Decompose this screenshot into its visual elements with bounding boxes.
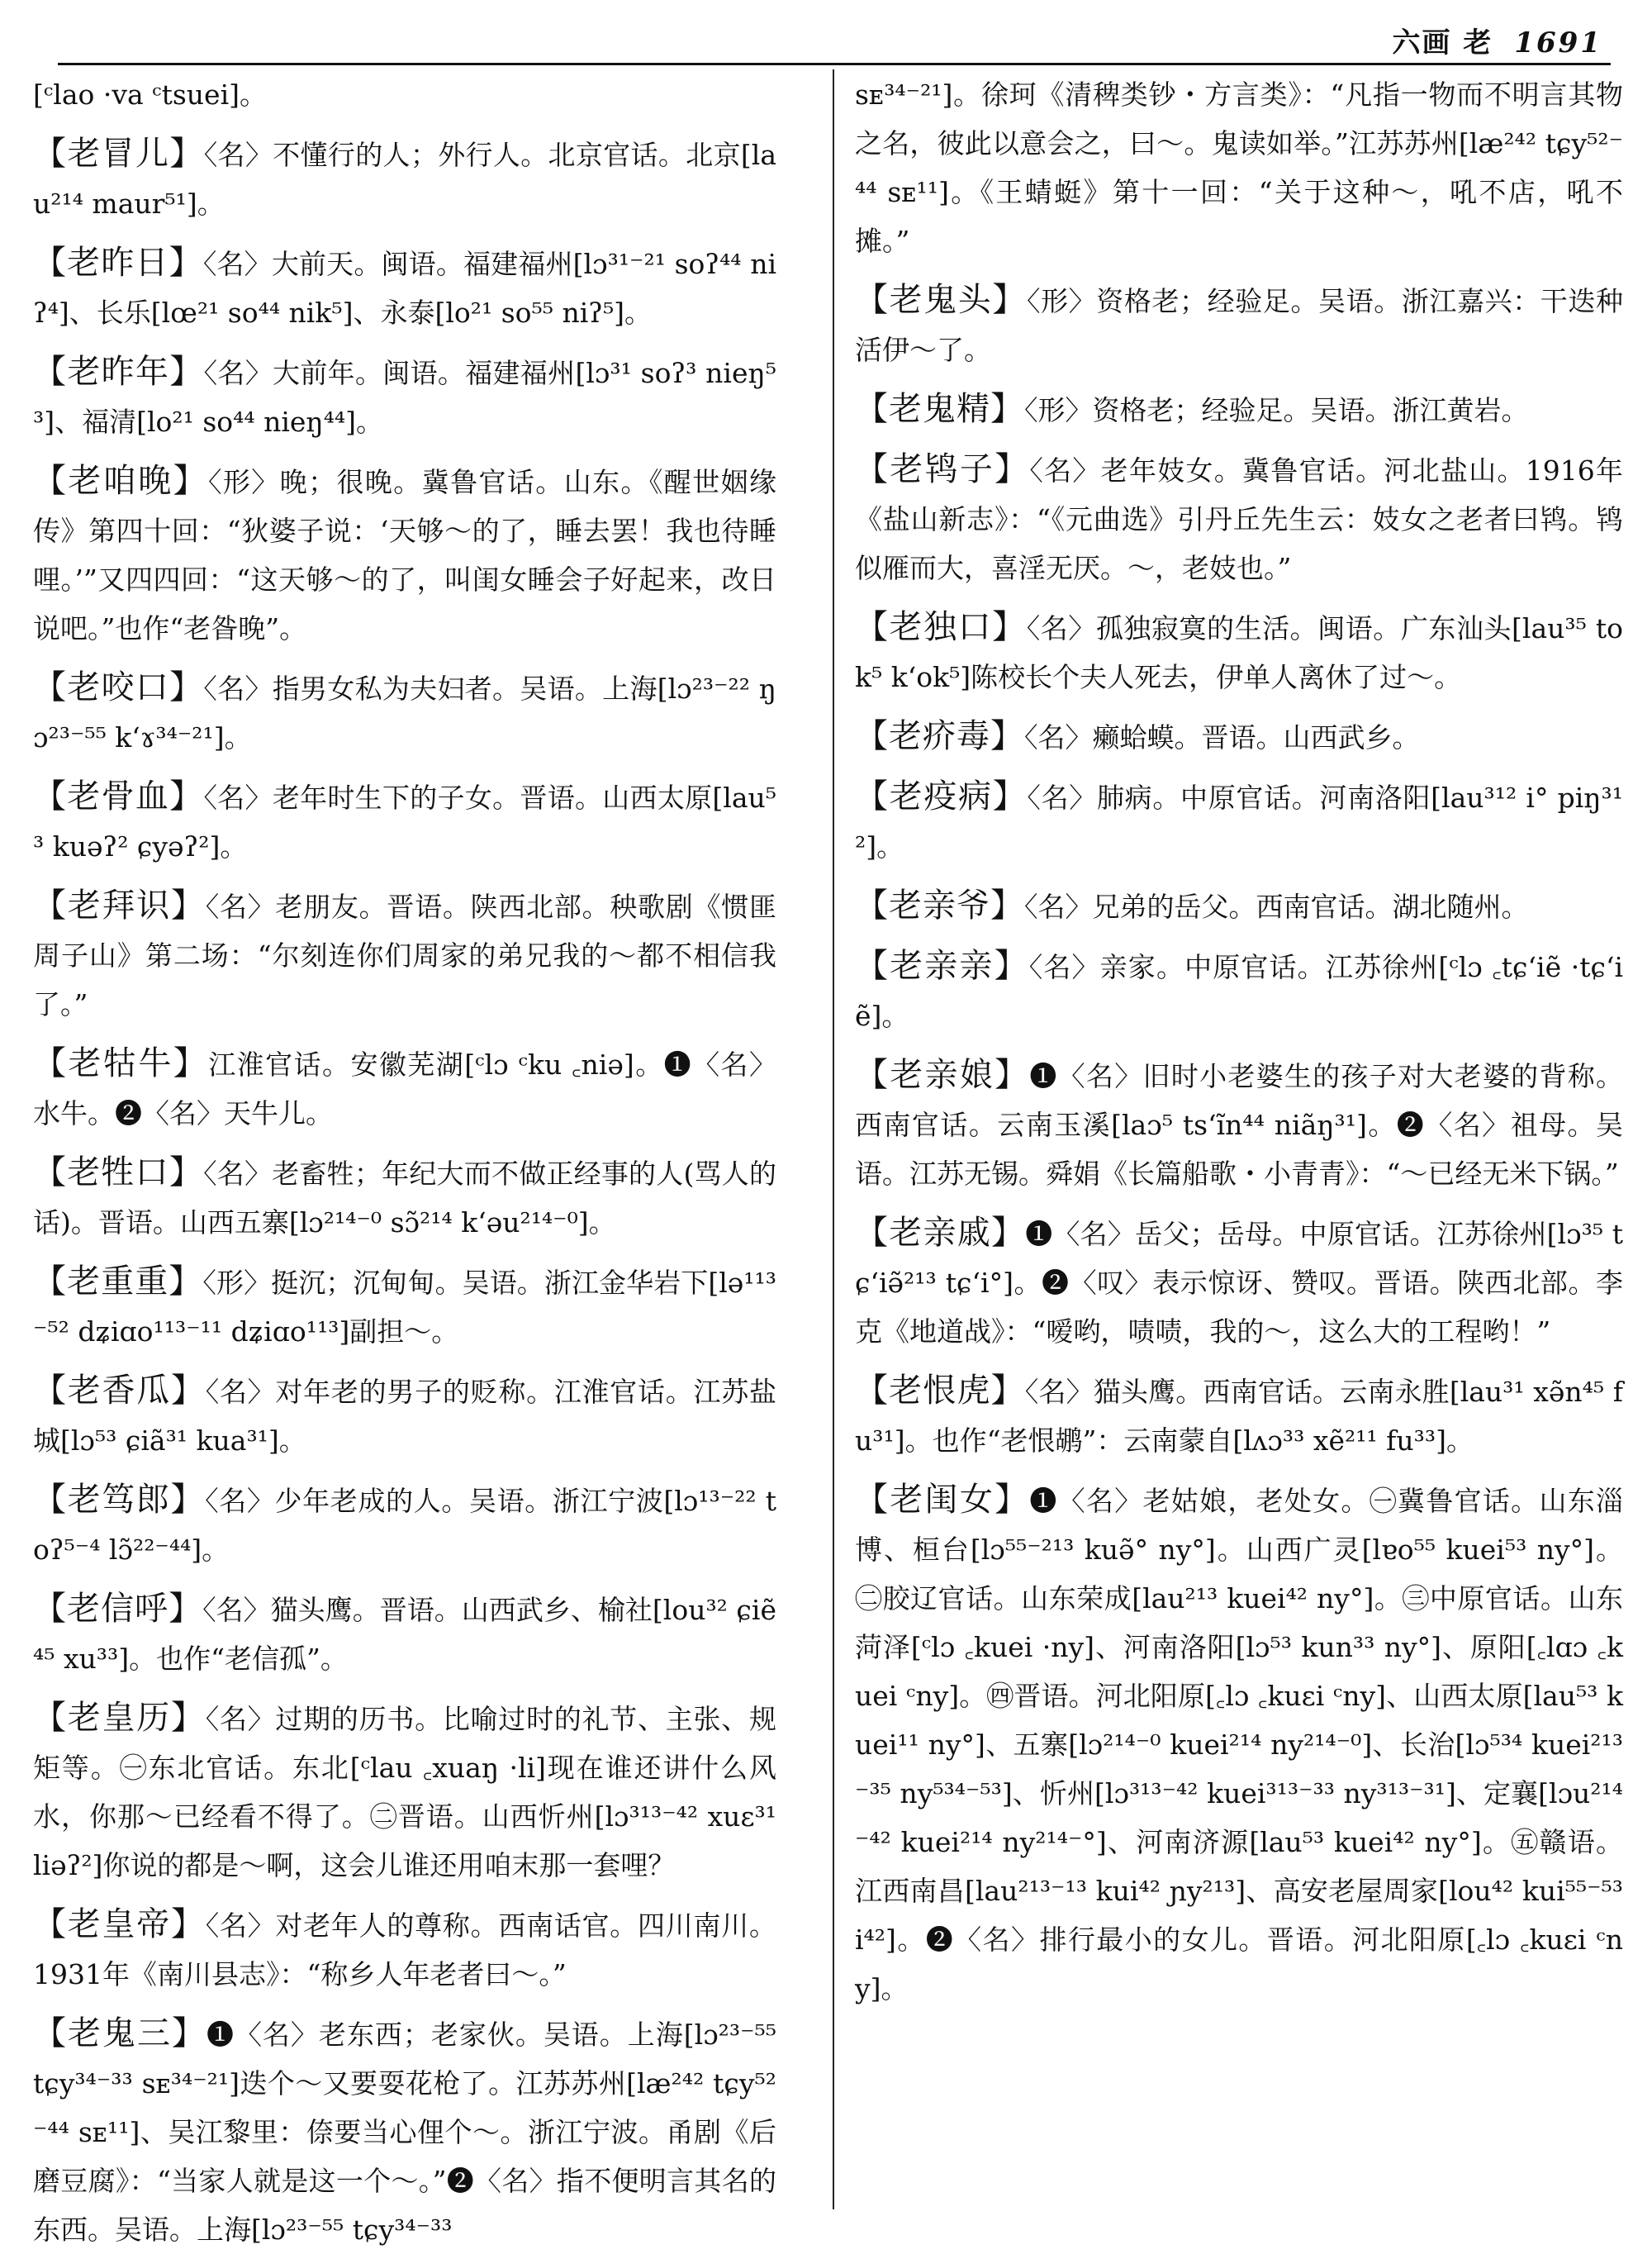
entry-headword: 【老重重】 [33,1263,203,1301]
right-column [855,69,1623,2209]
entry-definition: 〈形〉挺沉；沉甸甸。吴语。浙江金华岩下[lə¹¹³⁻⁵² dʑiɑo¹¹³⁻¹¹ dʑiɑo¹¹³]副担～。 [33,1267,776,1348]
entry-headword: 【老拜识】 [33,887,206,925]
entry-headword: 【老疫病】 [855,777,1028,816]
entry-headword: 【老鸨子】 [855,450,1030,488]
entry-definition: 〈名〉老年时生下的子女。晋语。山西太原[lau⁵³ kuəʔ² ɕyəʔ²]。 [33,782,777,863]
dictionary-entry [33,130,776,228]
dictionary-entry [33,1694,776,1890]
entry-definition: 〈形〉晚；很晚。冀鲁官话。山东。《醒世姻缘传》第四十回：“狄婆子说：‘天够～的了，睡去罢！我也待睡哩。’”又四四回：“这天够～的了，叫闺女睡会子好起来，改日说吧。”也作“老昝晚”。 [33,466,776,644]
entry-headword: 【老信呼】 [33,1590,203,1628]
dictionary-entry [33,1367,776,1465]
entry-definition: 〈名〉老年妓女。冀鲁官话。河北盐山。1916年《盐山新志》：“《元曲选》引丹丘先生云：妓女之老者曰鸨。鸨似雁而大，喜淫无厌。～，老妓也。” [855,454,1623,584]
dictionary-entry [855,276,1623,374]
dictionary-entry [33,1585,776,1683]
entry-definition: ❶〈名〉旧时小老婆生的孩子对大老婆的背称。西南官话。云南玉溪[laɔ⁵ ts‘ĩn⁴⁴ niãŋ³¹]。❷〈名〉祖母。吴语。江苏无锡。舜娟《长篇船歌・小青青》：“～已经无米下锅。” [855,1060,1624,1190]
entry-headword: 【老咬口】 [33,668,204,706]
entry-definition: 〈名〉老畜牲；年纪大而不做正经事的人(骂人的话)。晋语。山西五寨[lɔ²¹⁴⁻⁰ sɔ̃²¹⁴ k‘əu²¹⁴⁻⁰]。 [33,1158,777,1239]
entry-headword: 【老亲爷】 [855,887,1024,925]
entry-headword: 【老昨日】 [33,244,203,282]
left-column [33,69,777,2246]
page-number: 1691 [1514,26,1602,59]
dictionary-entry [33,69,776,119]
entry-definition: 〈名〉猫头鹰。晋语。山西武乡、榆社[lou³² ɕiẽ⁴⁵ xu³³]。也作“老信孤”。 [33,1594,776,1675]
section-title: 六画 老 [1392,26,1493,59]
dictionary-entry [855,1476,1623,2013]
entry-headword: 【老亲娘】 [855,1056,1030,1094]
entry-headword: 【老闺女】 [855,1481,1030,1519]
dictionary-entry [33,457,776,653]
entry-definition: 〈名〉肺病。中原官话。河南洛阳[lau³¹² i° piŋ³¹²]。 [855,782,1624,863]
entry-headword: 【老鬼三】 [33,2014,206,2052]
entry-definition: 〈名〉孤独寂寞的生活。闽语。广东汕头[lau³⁵ tok⁵ k‘ok⁵]陈校长个夫人死去，伊单人离休了过～。 [855,612,1624,693]
entry-definition: 〈名〉指男女私为夫妇者。吴语。上海[lɔ²³⁻²² ŋɔ²³⁻⁵⁵ k‘ɤ³⁴⁻²¹]。 [33,673,776,754]
dictionary-entry [855,1367,1623,1465]
entry-definition: ❶〈名〉老姑娘，老处女。㊀冀鲁官话。山东淄博、桓台[lɔ⁵⁵⁻²¹³ kuə̃° ny°]。山西广灵[lɐo⁵⁵ kuei⁵³ ny°]。㊁胶辽官话。山东荣成[lau²¹³ kuei⁴² ny°]。㊂中原官话。山东菏泽[ᶜlɔ ꜀kuei ·ny]、河南洛阳[lɔ⁵³ kun³³ ny°]、原阳[꜀lɑɔ ꜀kuei ᶜny]。㊃晋语。河北阳原[꜀lɔ ꜀kuɛi ᶜny]、山西太原[lau⁵³ kuei¹¹ ny°]、五寨[lɔ²¹⁴⁻⁰ kuei²¹⁴ ny²¹⁴⁻⁰]、长治[lɔ⁵³⁴ kuei²¹³⁻³⁵ ny⁵³⁴⁻⁵³]、忻州[lɔ³¹³⁻⁴² kuei³¹³⁻³³ ny³¹³⁻³¹]、定襄[lɔu²¹⁴⁻⁴² kuei²¹⁴ ny²¹⁴⁻°]、河南济源[lau⁵³ kuei⁴² ny°]。㊄赣语。江西南昌[lau²¹³⁻¹³ kui⁴² ɲy²¹³]、高安老屋周家[lou⁴² kui⁵⁵⁻⁵³ i⁴²]。❷〈名〉排行最小的女儿。晋语。河北阳原[꜀lɔ ꜀kuɛi ᶜny]。 [855,1485,1624,2004]
entry-headword: 【老鬼精】 [855,390,1024,428]
entry-definition: 〈名〉对年老的男子的贬称。江淮官话。江苏盐城[lɔ⁵³ ɕiã³¹ kua³¹]。 [33,1376,777,1457]
entry-definition: 江淮官话。安徽芜湖[ᶜlɔ ᶜku ꜀niə]。❶〈名〉水牛。❷〈名〉天牛儿。 [33,1049,776,1129]
entry-headword: 【老独口】 [855,608,1027,646]
entry-headword: 【老亲戚】 [855,1214,1026,1252]
dictionary-entry [33,1148,776,1247]
entry-headword: 【老香瓜】 [33,1372,206,1410]
entry-definition: ❶〈名〉岳父；岳母。中原官话。江苏徐州[lɔ³⁵ tɕ‘iə̃²¹³ tɕ‘i°]。❷〈叹〉表示惊讶、赞叹。晋语。陕西北部。李克《地道战》：“嗳哟，啧啧，我的～，这么大的工程哟！” [855,1218,1624,1348]
entry-headword: 【老笃郎】 [33,1481,206,1519]
entry-headword: 【老恨虎】 [855,1372,1025,1410]
entry-definition: 〈名〉大前天。闽语。福建福州[lɔ³¹⁻²¹ soʔ⁴⁴ niʔ⁴]、长乐[lœ²¹ so⁴⁴ nik⁵]、永泰[lo²¹ so⁵⁵ niʔ⁵]。 [33,248,776,329]
dictionary-entry [33,773,776,871]
entry-definition: 〈名〉亲家。中原官话。江苏徐州[ᶜlɔ ꜀tɕ‘iẽ ·tɕ‘iẽ]。 [855,951,1624,1032]
dictionary-entry [855,942,1623,1040]
dictionary-entry [855,603,1623,701]
dictionary-entry [33,1900,776,1999]
entry-headword: 【老疥毒】 [855,717,1024,755]
entry-definition: 〈名〉少年老成的人。吴语。浙江宁波[lɔ¹³⁻²² toʔ⁵⁻⁴ lɔ̃²²⁻⁴⁴]。 [33,1485,777,1566]
dictionary-entry [33,1258,776,1356]
entry-definition: 〈名〉猫头鹰。西南官话。云南永胜[lau³¹ xə̃n⁴⁵ fu³¹]。也作“老恨鹕”：云南蒙自[lʌɔ³³ xẽ²¹¹ fu³³]。 [855,1376,1624,1457]
dictionary-entry [855,773,1623,871]
dictionary-entry [855,385,1623,435]
dictionary-entry [33,882,776,1029]
entry-definition: 〈名〉对老年人的尊称。西南话官。四川南川。1931年《南川县志》：“称乡人年老者曰～。” [33,1909,777,1990]
entry-headword: 【老鬼头】 [855,281,1027,319]
dictionary-entry [33,1039,776,1138]
entry-headword: 【老骨血】 [33,777,204,816]
dictionary-entry [855,1051,1623,1198]
entry-definition: 〈名〉兄弟的岳父。西南官话。湖北随州。 [1024,891,1529,923]
entry-definition: [ᶜlao ·va ᶜtsuei]。 [33,78,268,111]
page-header [58,15,1611,65]
entry-definition: 〈名〉癞蛤蟆。晋语。山西武乡。 [1024,721,1420,754]
entry-headword: 【老冒儿】 [33,135,204,173]
dictionary-entry [855,712,1623,762]
entry-definition: 〈名〉不懂行的人；外行人。北京官话。北京[lau²¹⁴ maur⁵¹]。 [33,139,777,220]
dictionary-entry [33,239,776,337]
entry-headword: 【老皇历】 [33,1699,206,1737]
dictionary-entry [33,2009,776,2254]
dictionary-entry [33,348,776,446]
entry-headword: 【老牯牛】 [33,1044,209,1082]
dictionary-entry [855,69,1623,265]
entry-definition: 〈名〉老朋友。晋语。陕西北部。秧歌剧《惯匪周子山》第二场：“尔刻连你们周家的弟兄我的～都不相信我了。” [33,891,777,1020]
dictionary-entry [33,1476,776,1574]
entry-headword: 【老咱晚】 [33,462,208,500]
entry-definition: 〈形〉资格老；经验足。吴语。浙江嘉兴：干迭种活伊～了。 [855,285,1624,366]
running-head [1393,20,1602,60]
entry-headword: 【老昨年】 [33,353,204,391]
entry-headword: 【老牲口】 [33,1153,204,1191]
entry-headword: 【老皇帝】 [33,1905,206,1943]
dictionary-entry [855,882,1623,931]
entry-definition: ❶〈名〉老东西；老家伙。吴语。上海[lɔ²³⁻⁵⁵ tɕy³⁴⁻³³ sᴇ³⁴⁻²¹]迭个～又要耍花枪了。江苏苏州[læ²⁴² tɕy⁵²⁻⁴⁴ sᴇ¹¹]、吴江黎里：倷要当心俚个～。浙江宁波。甬剧《后磨豆腐》：“当家人就是这一个～。”❷〈名〉指不便明言其名的东西。吴语。上海[lɔ²³⁻⁵⁵ tɕy³⁴⁻³³ [33,2019,777,2246]
entry-definition: sᴇ³⁴⁻²¹]。徐珂《清稗类钞・方言类》：“凡指一物而不明言其物之名，彼此以意会之，曰～。鬼读如举。”江苏苏州[læ²⁴² tɕy⁵²⁻⁴⁴ sᴇ¹¹]。《王蜻蜓》第十一回：“关于这种～，吼不店，吼不摊。” [855,78,1623,257]
dictionary-entry [855,1209,1623,1356]
dictionary-entry [855,445,1623,592]
entry-headword: 【老亲亲】 [855,947,1029,985]
entry-definition: 〈形〉资格老；经验足。吴语。浙江黄岩。 [1024,394,1529,426]
entry-definition: 〈名〉大前年。闽语。福建福州[lɔ³¹ soʔ³ nieŋ⁵³]、福清[lo²¹ so⁴⁴ nieŋ⁴⁴]。 [33,357,776,438]
column-divider [833,69,834,2209]
entry-definition: 〈名〉过期的历书。比喻过时的礼节、主张、规矩等。㊀东北官话。东北[ᶜlau ꜀xuaŋ ·li]现在谁还讲什么风水，你那～已经看不得了。㊁晋语。山西忻州[lɔ³¹³⁻⁴² xuɛ³¹ liəʔ²]你说的都是～啊，这会儿谁还用咱末那一套哩？ [33,1703,777,1881]
dictionary-entry [33,663,776,762]
